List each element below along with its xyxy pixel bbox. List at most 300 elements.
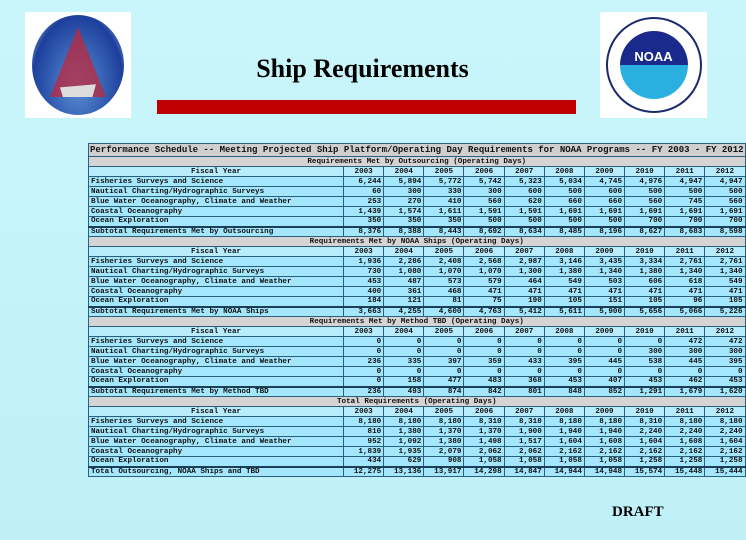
row-label: Ocean Exploration (89, 457, 344, 467)
value-cell: 1,370 (424, 427, 464, 437)
subtotal-label: Subtotal Requirements Met by NOAA Ships (89, 307, 344, 317)
value-cell: 4,976 (625, 177, 665, 187)
subtotal-cell: 4,255 (384, 307, 424, 317)
value-cell: 471 (464, 287, 504, 297)
table-row (89, 347, 746, 357)
value-cell: 1,691 (665, 207, 705, 217)
year-label: Fiscal Year (89, 407, 344, 417)
value-cell: 397 (424, 357, 464, 367)
value-cell: 350 (344, 217, 384, 227)
table-row (89, 427, 746, 437)
value-cell: 1,258 (665, 457, 705, 467)
value-cell: 0 (424, 367, 464, 377)
value-cell: 1,058 (544, 457, 584, 467)
section-header (89, 397, 746, 407)
value-cell: 184 (344, 297, 384, 307)
year-cell: 2010 (625, 327, 665, 337)
year-cell: 2009 (584, 247, 624, 257)
year-cell: 2009 (584, 407, 624, 417)
value-cell: 158 (384, 377, 424, 387)
value-cell: 8,310 (464, 417, 504, 427)
subtotal-cell: 15,448 (665, 467, 705, 477)
value-cell: 151 (584, 297, 624, 307)
value-cell: 560 (625, 197, 665, 207)
value-cell: 1,370 (464, 427, 504, 437)
row-label: Nautical Charting/Hydrographic Surveys (89, 347, 344, 357)
value-cell: 0 (544, 337, 584, 347)
value-cell: 1,604 (625, 437, 665, 447)
year-cell: 2010 (625, 247, 665, 257)
value-cell: 5,742 (464, 177, 504, 187)
value-cell: 0 (344, 347, 384, 357)
table-row (89, 357, 746, 367)
table-row (89, 187, 746, 197)
value-cell: 81 (424, 297, 464, 307)
value-cell: 810 (344, 427, 384, 437)
subtotal-cell: 4,763 (464, 307, 504, 317)
year-cell: 2005 (424, 167, 464, 177)
subtotal-cell: 14,948 (584, 467, 624, 477)
table-row (89, 297, 746, 307)
subtotal-cell: 874 (424, 387, 464, 397)
year-cell: 2009 (584, 327, 624, 337)
value-cell: 5,323 (504, 177, 544, 187)
value-cell: 471 (705, 287, 745, 297)
value-cell: 0 (464, 347, 504, 357)
subtotal-label: Subtotal Requirements Met by Outsourcing (89, 227, 344, 237)
subtotal-cell: 8,376 (344, 227, 384, 237)
year-cell: 2008 (544, 407, 584, 417)
subtotal-cell: 852 (584, 387, 624, 397)
year-cell: 2003 (344, 247, 384, 257)
value-cell: 3,435 (584, 257, 624, 267)
value-cell: 730 (344, 267, 384, 277)
subtotal-cell: 15,574 (625, 467, 665, 477)
value-cell: 1,691 (544, 207, 584, 217)
value-cell: 3,146 (544, 257, 584, 267)
value-cell: 2,162 (665, 447, 705, 457)
year-cell: 2006 (464, 167, 504, 177)
value-cell: 538 (625, 357, 665, 367)
value-cell: 300 (625, 347, 665, 357)
subtotal-cell: 8,683 (665, 227, 705, 237)
value-cell: 5,772 (424, 177, 464, 187)
table-row (89, 217, 746, 227)
row-label: Nautical Charting/Hydrographic Surveys (89, 187, 344, 197)
value-cell: 270 (384, 197, 424, 207)
table-row (89, 287, 746, 297)
value-cell: 410 (424, 197, 464, 207)
value-cell: 660 (584, 197, 624, 207)
value-cell: 453 (544, 377, 584, 387)
value-cell: 2,240 (625, 427, 665, 437)
value-cell: 0 (625, 337, 665, 347)
value-cell: 5,894 (384, 177, 424, 187)
value-cell: 1,936 (344, 257, 384, 267)
subtotal-cell: 14,847 (504, 467, 544, 477)
value-cell: 445 (665, 357, 705, 367)
year-row (89, 167, 746, 177)
value-cell: 0 (544, 347, 584, 357)
value-cell: 8,310 (504, 417, 544, 427)
value-cell: 407 (584, 377, 624, 387)
value-cell: 483 (464, 377, 504, 387)
value-cell: 300 (464, 187, 504, 197)
value-cell: 1,380 (625, 267, 665, 277)
table-row (89, 367, 746, 377)
year-cell: 2007 (504, 407, 544, 417)
year-row (89, 407, 746, 417)
year-cell: 2004 (384, 327, 424, 337)
year-cell: 2009 (584, 167, 624, 177)
row-label: Ocean Exploration (89, 297, 344, 307)
subtotal-cell: 8,634 (504, 227, 544, 237)
value-cell: 487 (384, 277, 424, 287)
page-title: Ship Requirements (256, 54, 469, 83)
value-cell: 4,947 (665, 177, 705, 187)
value-cell: 503 (584, 277, 624, 287)
table-row (89, 197, 746, 207)
year-cell: 2004 (384, 407, 424, 417)
value-cell: 8,310 (625, 417, 665, 427)
value-cell: 618 (665, 277, 705, 287)
value-cell: 1,439 (344, 207, 384, 217)
row-label: Coastal Oceanography (89, 447, 344, 457)
value-cell: 1,070 (464, 267, 504, 277)
value-cell: 908 (424, 457, 464, 467)
value-cell: 105 (544, 297, 584, 307)
value-cell: 1,591 (464, 207, 504, 217)
table-row (89, 177, 746, 187)
value-cell: 2,162 (705, 447, 745, 457)
value-cell: 700 (705, 217, 745, 227)
table-row (89, 257, 746, 267)
value-cell: 600 (584, 187, 624, 197)
subtotal-cell: 15,444 (705, 467, 745, 477)
value-cell: 4,947 (705, 177, 745, 187)
value-cell: 1,691 (705, 207, 745, 217)
subtotal-cell: 1,620 (705, 387, 745, 397)
value-cell: 0 (344, 367, 384, 377)
value-cell: 350 (384, 217, 424, 227)
value-cell: 395 (705, 357, 745, 367)
value-cell: 361 (384, 287, 424, 297)
value-cell: 549 (544, 277, 584, 287)
value-cell: 453 (705, 377, 745, 387)
subtotal-cell: 493 (384, 387, 424, 397)
value-cell: 1,058 (464, 457, 504, 467)
value-cell: 1,080 (384, 267, 424, 277)
section-title: Requirements Met by NOAA Ships (Operating Days) (89, 237, 746, 247)
subtotal-cell: 5,611 (544, 307, 584, 317)
subtotal-cell: 3,663 (344, 307, 384, 317)
draft-label: DRAFT (612, 504, 664, 520)
value-cell: 471 (625, 287, 665, 297)
value-cell: 330 (424, 187, 464, 197)
value-cell: 1,940 (544, 427, 584, 437)
value-cell: 0 (344, 377, 384, 387)
row-label: Blue Water Oceanography, Climate and Weather (89, 277, 344, 287)
ship-requirements-table (88, 143, 746, 477)
value-cell: 952 (344, 437, 384, 447)
value-cell: 0 (705, 367, 745, 377)
value-cell: 500 (665, 187, 705, 197)
value-cell: 464 (504, 277, 544, 287)
value-cell: 4,745 (584, 177, 624, 187)
value-cell: 560 (705, 197, 745, 207)
year-cell: 2007 (504, 327, 544, 337)
value-cell: 1,591 (504, 207, 544, 217)
subtotal-label: Subtotal Requirements Met by Method TBD (89, 387, 344, 397)
section-title: Requirements Met by Method TBD (Operating Days) (89, 317, 746, 327)
subtotal-cell: 801 (504, 387, 544, 397)
value-cell: 75 (464, 297, 504, 307)
subtotal-cell: 5,656 (625, 307, 665, 317)
value-cell: 0 (625, 367, 665, 377)
year-cell: 2011 (665, 407, 705, 417)
value-cell: 579 (464, 277, 504, 287)
year-row (89, 327, 746, 337)
value-cell: 471 (665, 287, 705, 297)
value-cell: 0 (584, 347, 624, 357)
table-row (89, 437, 746, 447)
year-cell: 2003 (344, 167, 384, 177)
value-cell: 1,380 (384, 427, 424, 437)
value-cell: 1,070 (424, 267, 464, 277)
value-cell: 0 (384, 347, 424, 357)
value-cell: 350 (424, 217, 464, 227)
subtotal-cell: 12,275 (344, 467, 384, 477)
noaa-logo: NOAA (600, 12, 707, 118)
year-cell: 2011 (665, 247, 705, 257)
value-cell: 1,611 (424, 207, 464, 217)
year-cell: 2006 (464, 407, 504, 417)
value-cell: 0 (504, 367, 544, 377)
section-title: Total Requirements (Operating Days) (89, 397, 746, 407)
value-cell: 8,180 (705, 417, 745, 427)
value-cell: 629 (384, 457, 424, 467)
value-cell: 500 (625, 187, 665, 197)
year-label: Fiscal Year (89, 327, 344, 337)
value-cell: 2,062 (464, 447, 504, 457)
value-cell: 0 (384, 337, 424, 347)
value-cell: 0 (504, 337, 544, 347)
row-label: Nautical Charting/Hydrographic Surveys (89, 267, 344, 277)
value-cell: 2,286 (384, 257, 424, 267)
value-cell: 2,408 (424, 257, 464, 267)
subtotal-cell: 14,298 (464, 467, 504, 477)
subtotal-cell: 13,917 (424, 467, 464, 477)
value-cell: 1,340 (705, 267, 745, 277)
row-label: Fisheries Surveys and Science (89, 257, 344, 267)
value-cell: 1,608 (584, 437, 624, 447)
year-cell: 2008 (544, 327, 584, 337)
year-cell: 2004 (384, 247, 424, 257)
row-label: Fisheries Surveys and Science (89, 417, 344, 427)
value-cell: 1,498 (464, 437, 504, 447)
year-label: Fiscal Year (89, 167, 344, 177)
table-row (89, 267, 746, 277)
value-cell: 700 (665, 217, 705, 227)
subtotal-cell: 5,226 (705, 307, 745, 317)
value-cell: 445 (584, 357, 624, 367)
value-cell: 1,058 (584, 457, 624, 467)
value-cell: 0 (424, 347, 464, 357)
value-cell: 1,340 (584, 267, 624, 277)
value-cell: 500 (544, 187, 584, 197)
value-cell: 400 (344, 287, 384, 297)
year-row (89, 247, 746, 257)
value-cell: 300 (665, 347, 705, 357)
value-cell: 1,300 (504, 267, 544, 277)
row-label: Fisheries Surveys and Science (89, 337, 344, 347)
table-row (89, 447, 746, 457)
subtotal-row (89, 227, 746, 237)
value-cell: 2,761 (665, 257, 705, 267)
value-cell: 96 (665, 297, 705, 307)
value-cell: 1,092 (384, 437, 424, 447)
value-cell: 1,691 (584, 207, 624, 217)
subtotal-cell: 5,900 (584, 307, 624, 317)
row-label: Ocean Exploration (89, 377, 344, 387)
value-cell: 8,180 (665, 417, 705, 427)
subtotal-cell: 8,485 (544, 227, 584, 237)
row-label: Blue Water Oceanography, Climate and Weather (89, 437, 344, 447)
value-cell: 620 (504, 197, 544, 207)
value-cell: 253 (344, 197, 384, 207)
year-cell: 2012 (705, 247, 745, 257)
value-cell: 2,240 (665, 427, 705, 437)
value-cell: 477 (424, 377, 464, 387)
value-cell: 2,062 (504, 447, 544, 457)
subtotal-row (89, 467, 746, 477)
year-cell: 2005 (424, 407, 464, 417)
title-divider (157, 100, 576, 114)
value-cell: 462 (665, 377, 705, 387)
value-cell: 471 (504, 287, 544, 297)
subtotal-cell: 8,388 (384, 227, 424, 237)
value-cell: 0 (584, 367, 624, 377)
year-cell: 2008 (544, 247, 584, 257)
value-cell: 2,162 (584, 447, 624, 457)
value-cell: 335 (384, 357, 424, 367)
value-cell: 0 (424, 337, 464, 347)
year-cell: 2011 (665, 167, 705, 177)
value-cell: 8,180 (544, 417, 584, 427)
row-label: Blue Water Oceanography, Climate and Weather (89, 357, 344, 367)
year-cell: 2012 (705, 407, 745, 417)
value-cell: 600 (504, 187, 544, 197)
subtotal-cell: 842 (464, 387, 504, 397)
row-label: Coastal Oceanography (89, 207, 344, 217)
value-cell: 60 (344, 187, 384, 197)
year-cell: 2003 (344, 327, 384, 337)
value-cell: 500 (464, 217, 504, 227)
value-cell: 471 (584, 287, 624, 297)
value-cell: 1,340 (665, 267, 705, 277)
value-cell: 1,517 (504, 437, 544, 447)
value-cell: 1,380 (424, 437, 464, 447)
row-label: Ocean Exploration (89, 217, 344, 227)
year-cell: 2010 (625, 407, 665, 417)
year-cell: 2006 (464, 247, 504, 257)
value-cell: 0 (384, 367, 424, 377)
row-label: Coastal Oceanography (89, 287, 344, 297)
subtotal-label: Total Outsourcing, NOAA Ships and TBD (89, 467, 344, 477)
value-cell: 2,568 (464, 257, 504, 267)
value-cell: 500 (705, 187, 745, 197)
subtotal-cell: 236 (344, 387, 384, 397)
section-header (89, 237, 746, 247)
year-cell: 2004 (384, 167, 424, 177)
value-cell: 1,258 (625, 457, 665, 467)
value-cell: 395 (544, 357, 584, 367)
row-label: Fisheries Surveys and Science (89, 177, 344, 187)
value-cell: 6,244 (344, 177, 384, 187)
value-cell: 500 (584, 217, 624, 227)
value-cell: 1,258 (705, 457, 745, 467)
subtotal-cell: 8,692 (464, 227, 504, 237)
section-header (89, 317, 746, 327)
year-label: Fiscal Year (89, 247, 344, 257)
subtotal-cell: 1,291 (625, 387, 665, 397)
value-cell: 745 (665, 197, 705, 207)
value-cell: 0 (504, 347, 544, 357)
value-cell: 2,162 (544, 447, 584, 457)
value-cell: 471 (544, 287, 584, 297)
value-cell: 0 (544, 367, 584, 377)
value-cell: 0 (665, 367, 705, 377)
value-cell: 700 (625, 217, 665, 227)
value-cell: 3,334 (625, 257, 665, 267)
value-cell: 1,604 (544, 437, 584, 447)
value-cell: 121 (384, 297, 424, 307)
value-cell: 2,761 (705, 257, 745, 267)
value-cell: 1,900 (504, 427, 544, 437)
row-label: Coastal Oceanography (89, 367, 344, 377)
section-header (89, 157, 746, 167)
value-cell: 1,839 (344, 447, 384, 457)
subtotal-cell: 4,600 (424, 307, 464, 317)
value-cell: 8,180 (424, 417, 464, 427)
value-cell: 1,940 (584, 427, 624, 437)
subtotal-cell: 13,136 (384, 467, 424, 477)
year-cell: 2007 (504, 247, 544, 257)
value-cell: 573 (424, 277, 464, 287)
value-cell: 1,604 (705, 437, 745, 447)
value-cell: 1,058 (504, 457, 544, 467)
table-row (89, 277, 746, 287)
value-cell: 434 (344, 457, 384, 467)
year-cell: 2008 (544, 167, 584, 177)
value-cell: 0 (464, 367, 504, 377)
value-cell: 1,935 (384, 447, 424, 457)
value-cell: 500 (504, 217, 544, 227)
value-cell: 660 (544, 197, 584, 207)
value-cell: 468 (424, 287, 464, 297)
value-cell: 105 (625, 297, 665, 307)
ship-aircraft-logo (25, 12, 131, 118)
subtotal-cell: 8,598 (705, 227, 745, 237)
value-cell: 8,180 (384, 417, 424, 427)
subtotal-cell: 5,412 (504, 307, 544, 317)
value-cell: 190 (504, 297, 544, 307)
value-cell: 453 (344, 277, 384, 287)
value-cell: 2,987 (504, 257, 544, 267)
value-cell: 1,608 (665, 437, 705, 447)
value-cell: 368 (504, 377, 544, 387)
year-cell: 2005 (424, 247, 464, 257)
